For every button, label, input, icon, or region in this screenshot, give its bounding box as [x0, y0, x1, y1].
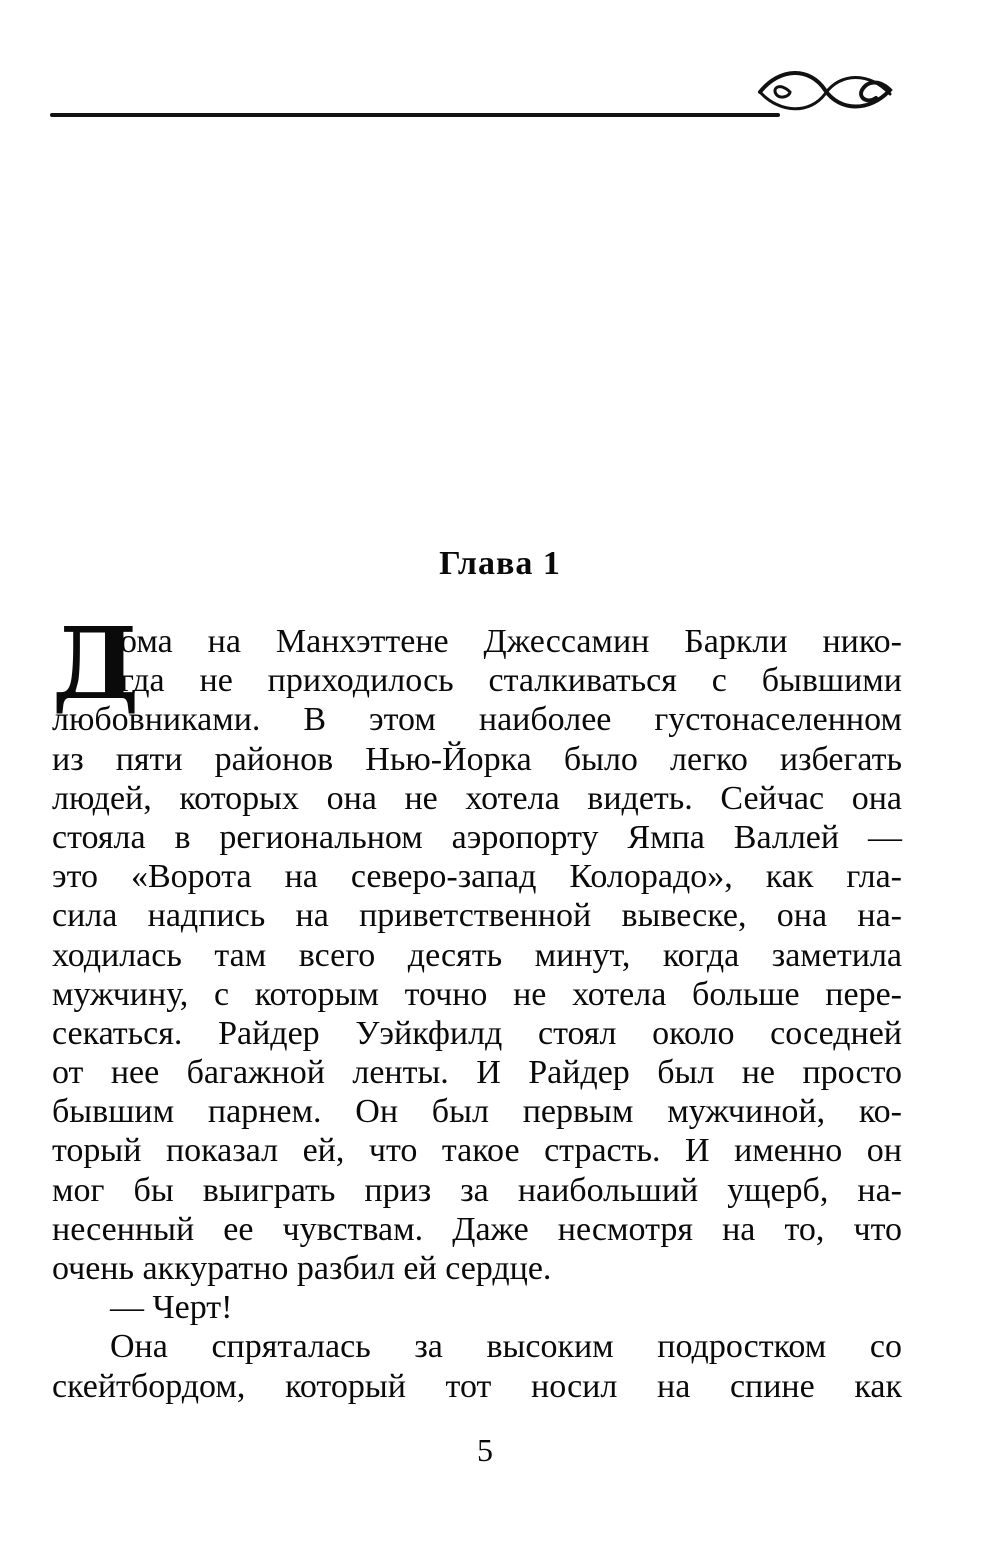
text-line: бывшим парнем. Он был первым мужчиной, ко-: [52, 1093, 902, 1131]
text-line: торый показал ей, что такое страсть. И именно он: [52, 1132, 902, 1170]
text-line: гда не приходилось сталкиваться с бывшими: [120, 662, 902, 700]
text-line: от нее багажной ленты. И Райдер был не просто: [52, 1054, 902, 1092]
text-line: ома на Манхэттене Джессамин Баркли нико-: [120, 623, 902, 660]
dialogue-line: — Черт!: [110, 1289, 233, 1327]
page-number: 5: [477, 1432, 493, 1468]
header-rule: [50, 113, 780, 117]
text-line: мог бы выиграть приз за наибольший ущерб, на-: [52, 1171, 902, 1209]
text-line: любовниками. В этом наиболее густонаселенном: [52, 701, 902, 739]
text-line: секаться. Райдер Уэйкфилд стоял около соседней: [52, 1014, 902, 1052]
text-line: из пяти районов Нью-Йорка было легко избегать: [52, 740, 902, 778]
chapter-title: Глава 1: [439, 545, 561, 582]
text-line: сила надпись на приветственной вывеске, она на-: [52, 897, 902, 935]
text-line: людей, которых она не хотела видеть. Сейчас она: [52, 779, 902, 817]
text-line: Она спряталась за высоким подростком со: [110, 1328, 902, 1366]
body-text: [52, 607, 902, 1406]
text-line: стояла в региональном аэропорту Ямпа Валлей —: [52, 818, 902, 856]
text-line: очень аккуратно разбил ей сердце.: [52, 1250, 552, 1287]
flourish-ornament-icon: [750, 62, 900, 122]
drop-cap: Д: [52, 607, 140, 722]
text-line: мужчину, с которым точно не хотела больше пере-: [52, 975, 902, 1013]
text-line: это «Ворота на северо-запад Колорадо», как гла-: [52, 858, 902, 896]
text-line: скейтбордом, который тот носил на спине как: [52, 1367, 902, 1405]
text-line: ходилась там всего десять минут, когда заметила: [52, 936, 902, 974]
text-line: несенный ее чувствам. Даже несмотря на то, что: [52, 1210, 902, 1248]
